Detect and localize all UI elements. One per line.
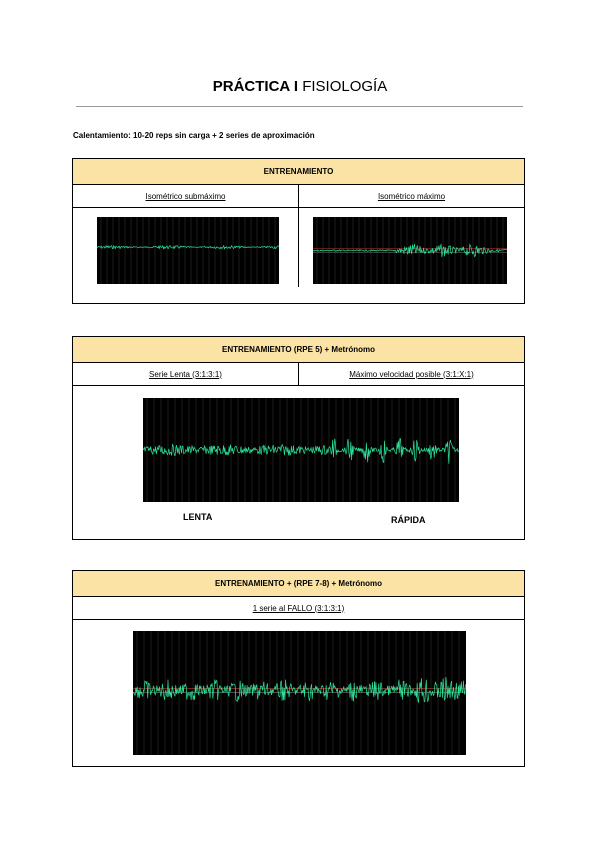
warmup-text: Calentamiento: 10-20 reps sin carga + 2 series de aproximación <box>73 131 315 140</box>
section-header: ENTRENAMIENTO (RPE 5) + Metrónomo <box>73 337 524 363</box>
label-fast: RÁPIDA <box>391 515 426 525</box>
section-header: ENTRENAMIENTO <box>73 159 524 185</box>
col-label-failure-set: 1 serie al FALLO (3:1:3:1) <box>252 603 345 613</box>
emg-trace-slow-fast <box>143 398 459 502</box>
emg-trace-failure <box>133 631 466 755</box>
section-failure-set <box>72 570 525 767</box>
label-slow: LENTA <box>183 512 213 522</box>
col-label-max-velocity: Máximo velocidad posible (3:1:X:1) <box>298 363 524 385</box>
section-isometric <box>72 158 525 304</box>
col-label-isometric-max: Isométrico máximo <box>298 185 524 207</box>
emg-trace-submax <box>97 217 279 284</box>
col-label-isometric-submax: Isométrico submáximo <box>145 191 226 201</box>
col-label-slow-set: Serie Lenta (3:1:3:1) <box>149 369 222 379</box>
page-title: PRÁCTICA I FISIOLOGÍA <box>212 78 388 95</box>
title-divider <box>76 106 523 107</box>
emg-trace-max <box>313 217 507 284</box>
section-metronome-rpe5 <box>72 336 525 540</box>
section-header: ENTRENAMIENTO + (RPE 7-8) + Metrónomo <box>73 571 524 597</box>
